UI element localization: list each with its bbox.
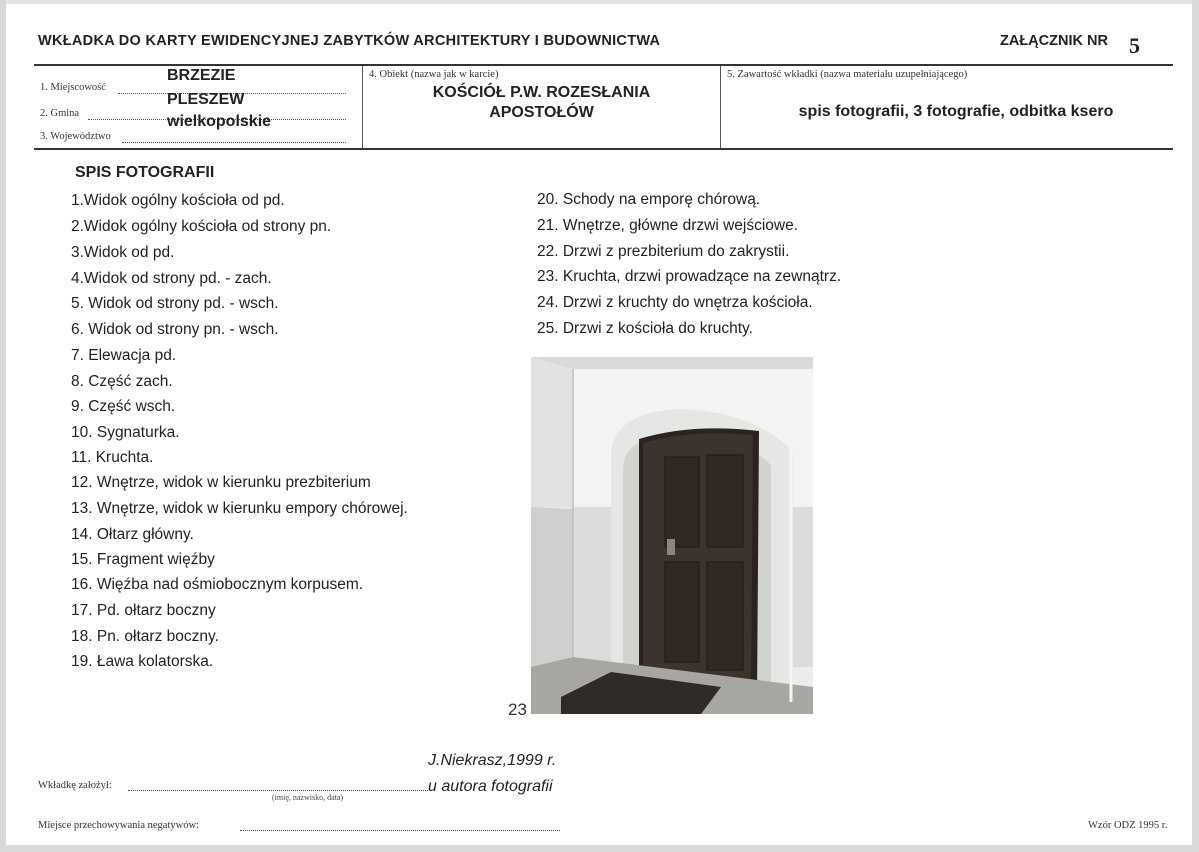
- photo-number: 23: [508, 700, 527, 719]
- list-item: 17. Pd. ołtarz boczny: [71, 602, 216, 619]
- form-bottom-rule: [34, 148, 1173, 150]
- locality-value: BRZEZIE: [167, 67, 236, 84]
- list-item: 12. Wnętrze, widok w kierunku prezbiterium: [71, 474, 371, 491]
- negatives-dots: [240, 830, 560, 831]
- scan-edge-top: [0, 0, 1199, 4]
- commune-label: 2. Gmina: [40, 108, 80, 119]
- annex-number: 5: [1129, 33, 1140, 58]
- voivodeship-value: wielkopolskie: [167, 113, 272, 130]
- list-item: 18. Pn. ołtarz boczny.: [71, 628, 219, 645]
- list-item: 25. Drzwi z kościoła do kruchty.: [537, 320, 753, 337]
- object-value-line1: KOŚCIÓŁ P.W. ROZESŁANIA: [432, 84, 651, 101]
- list-item: 5. Widok od strony pd. - wsch.: [71, 295, 279, 312]
- voivodeship-label: 3. Województwo: [40, 131, 111, 142]
- negatives-label: Miejsce przechowywania negatywów:: [38, 820, 199, 831]
- list-item: 2.Widok ogólny kościoła od strony pn.: [71, 218, 332, 235]
- list-item: 10. Sygnaturka.: [71, 424, 180, 441]
- list-item: 15. Fragment więźby: [71, 551, 215, 568]
- list-heading: SPIS FOTOGRAFII: [75, 164, 215, 181]
- list-item: 9. Część wsch.: [71, 398, 176, 415]
- locality-label: 1. Miejscowość: [40, 82, 106, 93]
- form-top-rule: [34, 64, 1173, 66]
- scan-edge-left: [0, 0, 6, 852]
- list-item: 1.Widok ogólny kościoła od pd.: [71, 192, 285, 209]
- author-note: u autora fotografii: [428, 778, 553, 795]
- document-title: WKŁADKA DO KARTY EWIDENCYJNEJ ZABYTKÓW ARCHITEKTURY I BUDOWNICTWA: [38, 33, 661, 49]
- created-by-label: Wkładkę założył:: [38, 780, 112, 791]
- voivodeship-dots: [122, 142, 346, 143]
- list-item: 14. Ołtarz główny.: [71, 526, 194, 543]
- template-label: Wzór ODZ 1995 r.: [1088, 820, 1168, 831]
- commune-value: PLESZEW: [167, 91, 245, 108]
- list-item: 19. Ława kolatorska.: [71, 653, 214, 670]
- annex-label: ZAŁĄCZNIK NR: [1000, 33, 1108, 49]
- list-item: 11. Kruchta.: [71, 449, 154, 466]
- list-item: 8. Część zach.: [71, 373, 173, 390]
- scan-edge-bottom: [0, 845, 1199, 852]
- door-photograph: [531, 357, 813, 714]
- list-item: 21. Wnętrze, główne drzwi wejściowe.: [537, 217, 799, 234]
- object-value-line2: APOSTOŁÓW: [489, 104, 594, 121]
- contents-label: 5. Zawartość wkładki (nazwa materiału uzupełniającego): [727, 69, 968, 80]
- list-item: 24. Drzwi z kruchty do wnętrza kościoła.: [537, 294, 813, 311]
- created-by-dots: [128, 790, 428, 791]
- list-item: 4.Widok od strony pd. - zach.: [71, 270, 272, 287]
- list-item: 16. Więźba nad ośmiobocznym korpusem.: [71, 576, 364, 593]
- list-item: 6. Widok od strony pn. - wsch.: [71, 321, 279, 338]
- author-signature: J.Niekrasz,1999 r.: [428, 752, 557, 769]
- list-item: 23. Kruchta, drzwi prowadzące na zewnątrz.: [537, 268, 842, 285]
- list-item: 7. Elewacja pd.: [71, 347, 177, 364]
- list-item: 20. Schody na emporę chórową.: [537, 191, 761, 208]
- object-label: 4. Obiekt (nazwa jak w karcie): [369, 69, 499, 80]
- door-photo-illustration: [531, 357, 813, 714]
- list-item: 22. Drzwi z prezbiterium do zakrystii.: [537, 243, 790, 260]
- list-item: 13. Wnętrze, widok w kierunku empory chórowej.: [71, 500, 408, 517]
- list-item: 3.Widok od pd.: [71, 244, 175, 261]
- created-by-hint: (imię, nazwisko, data): [272, 793, 344, 802]
- scan-edge-right: [1192, 0, 1199, 852]
- contents-value: spis fotografii, 3 fotografie, odbitka ksero: [798, 103, 1114, 120]
